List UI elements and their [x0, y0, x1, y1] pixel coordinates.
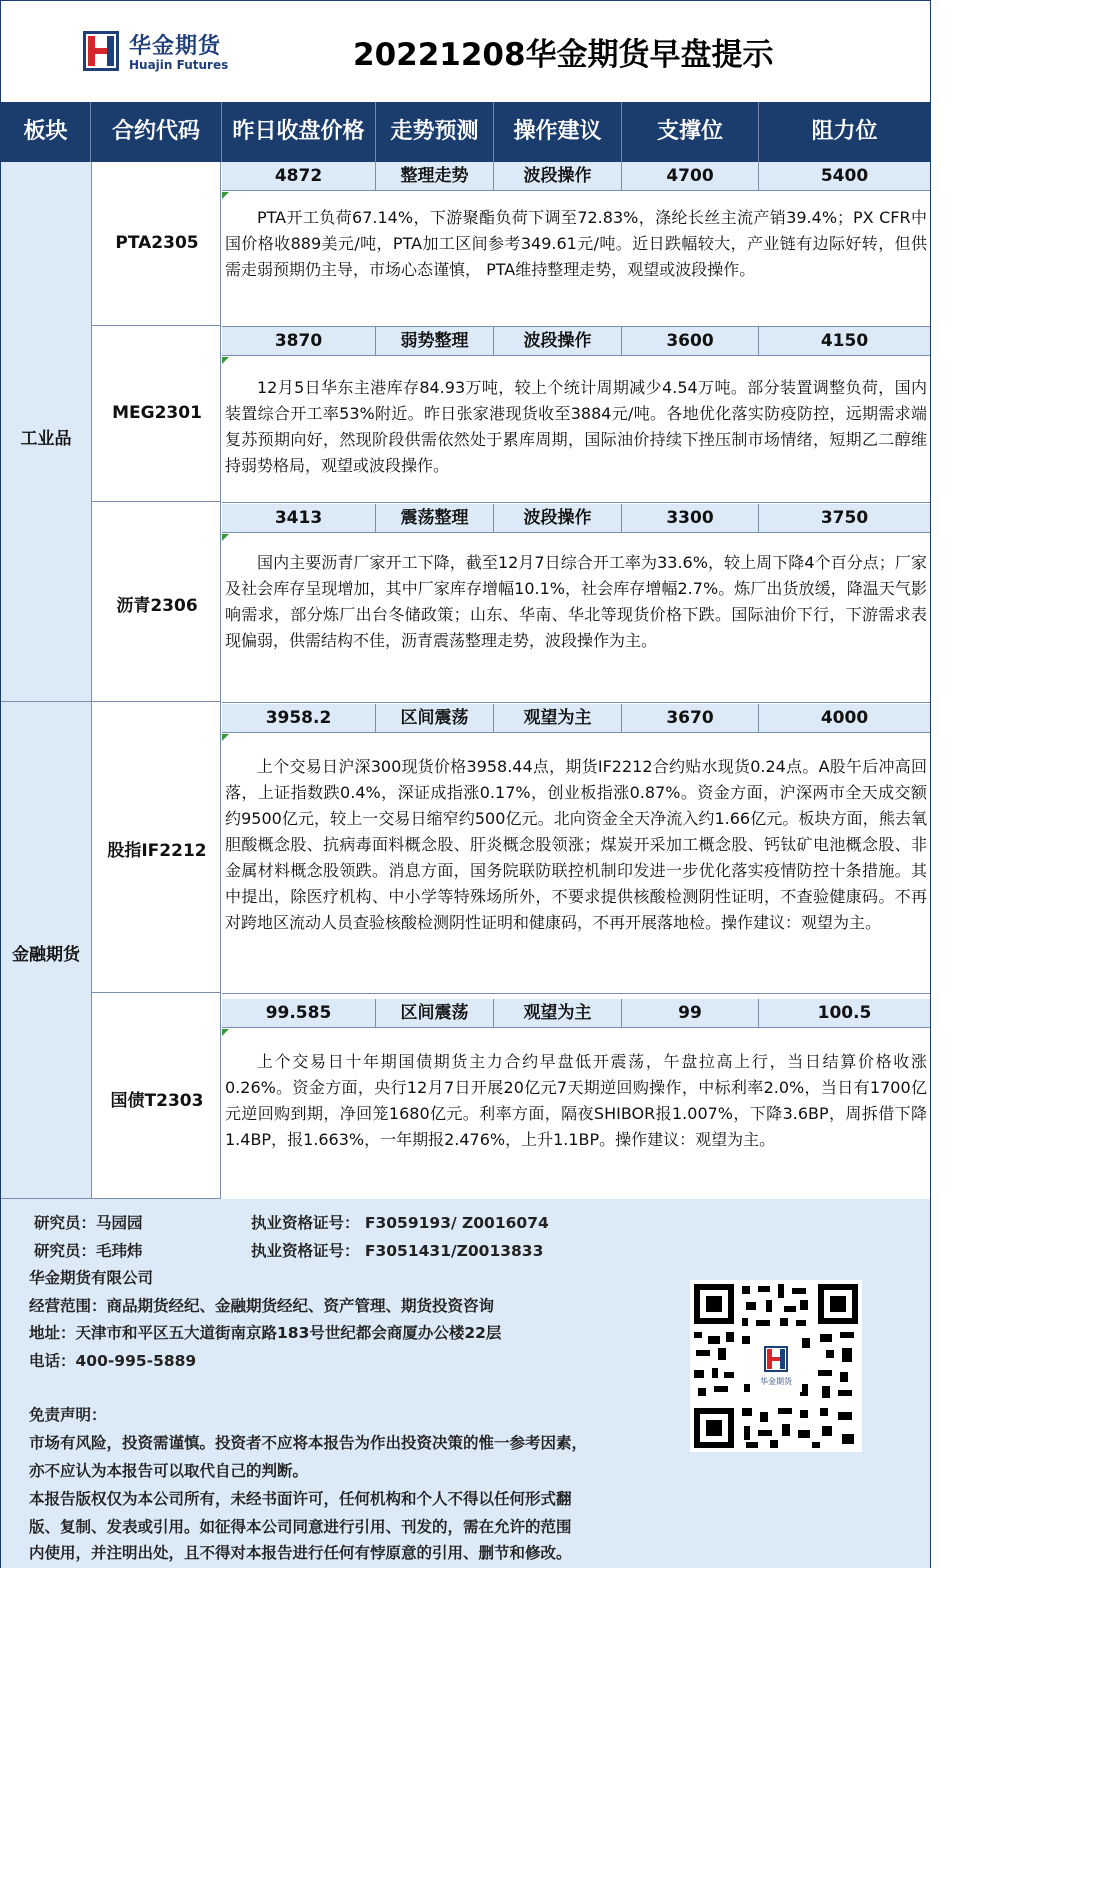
analysis-text: 国内主要沥青厂家开工下降，截至12月7日综合开工率为33.6%，较上周下降4个百分点；厂家及社会库存呈现增加，其中厂家库存增幅10.1%，社会库存增幅2.7%。炼厂出货放缓，降温天气影响需求，部分炼厂出台冬储政策；山东、华南、华北等现货价格下跌。国际油价下行，下游需求表现偏弱，供需结构不佳，沥青震荡整理走势，波段操作为主。 — [225, 553, 927, 650]
trend-forecast: 整理走势 — [376, 162, 494, 191]
huajin-logo-icon — [83, 29, 121, 73]
sector-label: 工业品 — [20, 429, 72, 449]
contract-code: 沥青2306 — [116, 596, 198, 616]
close-price: 4872 — [222, 162, 376, 191]
resistance-level: 5400 — [820, 166, 869, 186]
trend-forecast: 震荡整理 — [376, 504, 494, 533]
comment-marker — [222, 1029, 229, 1036]
close-price: 3870 — [222, 327, 376, 356]
resistance-level: 3750 — [820, 508, 869, 528]
report-header — [1, 1, 930, 102]
column-header-resistance: 阻力位 — [811, 119, 878, 144]
contract-cell — [91, 702, 221, 993]
value-bar — [222, 327, 930, 356]
qr-caption: 华金期货 — [760, 1377, 792, 1386]
sector-label: 金融期货 — [12, 945, 80, 965]
comment-marker — [222, 734, 229, 741]
qr-code-icon — [690, 1280, 862, 1452]
logo-english-name: Huajin Futures — [129, 58, 229, 72]
comment-marker — [222, 534, 229, 541]
operation-advice: 观望为主 — [494, 999, 622, 1028]
license-1: 执业资格证号： F3059193/ Z0016074 — [251, 1214, 549, 1232]
analysis-text: 上个交易日十年期国债期货主力合约早盘低开震荡，午盘拉高上行，当日结算价格收涨0.26%。资金方面，央行12月7日开展20亿元7天期逆回购操作，中标利率2.0%，当日有1700亿元逆回购到期，净回笼1680亿元。利率方面，隔夜SHIBOR报1.007%，下降3.6BP，周拆借下降1.4BP，报1.663%，一年期报2.476%，上升1.1BP。操作建议：观望为主。 — [225, 1052, 927, 1149]
analysis-text: 12月5日华东主港库存84.93万吨，较上个统计周期减少4.54万吨。部分装置调整负荷，国内装置综合开工率53%附近。昨日张家港现货收至3884元/吨。各地优化落实防疫防控，远期需求端复苏预期向好，然现阶段供需依然处于累库周期，国际油价持续下挫压制市场情绪，短期乙二醇维持弱势格局，观望或波段操作。 — [225, 378, 927, 475]
contract-cell — [91, 162, 221, 326]
page-title: 20221208华金期货早盘提示 — [353, 37, 774, 73]
contract-code: 股指IF2212 — [107, 841, 207, 861]
sector-financial — [1, 702, 91, 1199]
operation-advice: 波段操作 — [494, 162, 622, 191]
contract-code: 国债T2303 — [110, 1091, 204, 1111]
comment-marker — [222, 192, 229, 199]
value-bar — [222, 504, 930, 533]
company-address: 地址：天津市和平区五大道街南京路183号世纪都会商厦办公楼22层 — [29, 1324, 502, 1342]
contract-cell — [91, 326, 221, 502]
column-header-code: 合约代码 — [91, 102, 222, 162]
comment-marker — [222, 357, 229, 364]
support-level: 3600 — [622, 327, 759, 356]
operation-advice: 观望为主 — [494, 704, 622, 733]
column-header-close: 昨日收盘价格 — [222, 102, 376, 162]
disclaimer-line: 市场有风险，投资需谨慎。投资者不应将本报告为作出投资决策的惟一参考因素， — [29, 1434, 588, 1452]
business-scope: 经营范围：商品期货经纪、金融期货经纪、资产管理、期货投资咨询 — [29, 1297, 495, 1315]
operation-advice: 波段操作 — [494, 504, 622, 533]
contract-code: MEG2301 — [112, 403, 202, 423]
researcher-2: 研究员：毛玮炜 — [34, 1242, 143, 1260]
trend-forecast: 区间震荡 — [376, 999, 494, 1028]
support-level: 4700 — [622, 162, 759, 191]
company-phone: 电话：400-995-5889 — [29, 1352, 197, 1370]
operation-advice: 波段操作 — [494, 327, 622, 356]
resistance-level: 100.5 — [817, 1003, 872, 1023]
trend-forecast: 区间震荡 — [376, 704, 494, 733]
company-name: 华金期货有限公司 — [29, 1269, 154, 1287]
resistance-level: 4000 — [820, 708, 869, 728]
disclaimer-line: 亦不应认为本报告可以取代自己的判断。 — [29, 1462, 309, 1480]
company-logo — [83, 29, 243, 77]
close-price: 3958.2 — [222, 704, 376, 733]
logo-chinese-name: 华金期货 — [129, 34, 222, 59]
support-level: 3300 — [622, 504, 759, 533]
contract-code: PTA2305 — [115, 233, 199, 253]
contract-cell — [91, 502, 221, 702]
column-header-sector: 板块 — [1, 102, 91, 162]
disclaimer-line: 内使用，并注明出处，且不得对本报告进行任何有悖原意的引用、删节和修改。 — [29, 1544, 572, 1562]
license-2: 执业资格证号： F3051431/Z0013833 — [251, 1242, 544, 1260]
support-level: 99 — [622, 999, 759, 1028]
row-divider — [222, 993, 930, 994]
value-bar — [222, 162, 930, 191]
close-price: 99.585 — [222, 999, 376, 1028]
column-header-support: 支撑位 — [622, 102, 759, 162]
disclaimer-title: 免责声明： — [29, 1406, 107, 1424]
researcher-1: 研究员：马园园 — [34, 1214, 143, 1232]
disclaimer-line: 版、复制、发表或引用。如征得本公司同意进行引用、刊发的，需在允许的范围 — [29, 1518, 572, 1536]
trend-forecast: 弱势整理 — [376, 327, 494, 356]
close-price: 3413 — [222, 504, 376, 533]
resistance-level: 4150 — [820, 331, 869, 351]
value-bar — [222, 999, 930, 1028]
analysis-text: PTA开工负荷67.14%，下游聚酯负荷下调至72.83%，涤纶长丝主流产销39.4%；PX CFR中国价格收889美元/吨，PTA加工区间参考349.61元/吨。近日跌幅较大，产业链有边际好转，但供需走弱预期仍主导，市场心态谨慎， PTA维持整理走势，观望或波段操作。 — [225, 208, 927, 279]
disclaimer-line: 本报告版权仅为本公司所有，未经书面许可，任何机构和个人不得以任何形式翻 — [29, 1490, 572, 1508]
column-header-trend: 走势预测 — [376, 102, 494, 162]
contract-cell — [91, 993, 221, 1199]
analysis-text: 上个交易日沪深300现货价格3958.44点，期货IF2212合约贴水现货0.24点。A股午后冲高回落，上证指数跌0.4%，深证成指涨0.17%，创业板指涨0.87%。资金方面，沪深两市全天成交额约9500亿元，较上一交易日缩窄约500亿元。北向资金全天净流入约1.66亿元。板块方面，熊去氧胆酸概念股、抗病毒面料概念股、肝炎概念股领涨；煤炭开采加工概念股、钙钛矿电池概念股、非金属材料概念股领跌。消息方面，国务院联防联控机制印发进一步优化落实疫情防控十条措施。其中提出，除医疗机构、中小学等特殊场所外，不要求提供核酸检测阴性证明，不查验健康码。不再对跨地区流动人员查验核酸检测阴性证明和健康码，不再开展落地检。操作建议：观望为主。 — [225, 757, 927, 932]
row-divider — [222, 502, 930, 503]
sector-industrial — [1, 162, 91, 702]
row-divider — [222, 702, 930, 703]
value-bar — [222, 704, 930, 733]
table-header — [1, 102, 930, 162]
column-header-advice: 操作建议 — [494, 102, 622, 162]
support-level: 3670 — [622, 704, 759, 733]
